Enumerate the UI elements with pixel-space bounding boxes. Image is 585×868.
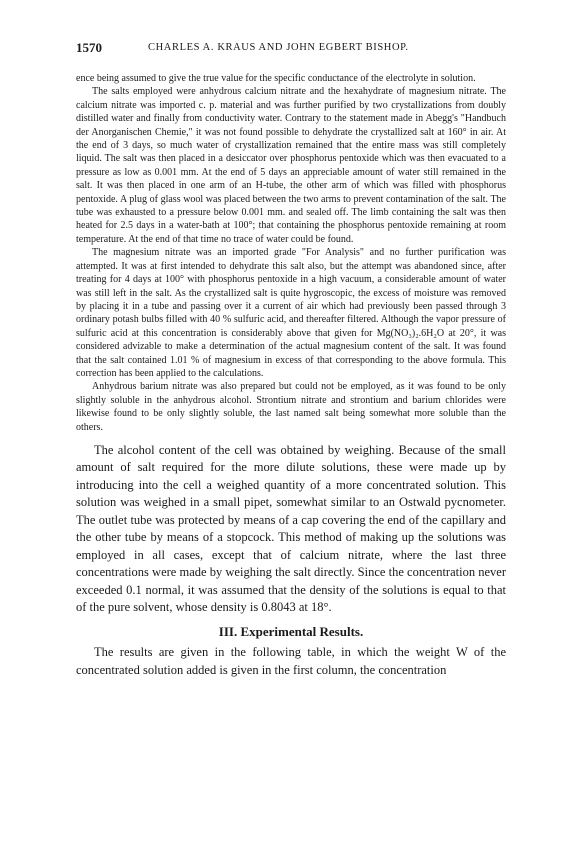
small-print-section — [76, 72, 506, 434]
running-title: CHARLES A. KRAUS AND JOHN EGBERT BISHOP. — [148, 42, 409, 53]
paragraph: The magnesium nitrate was an imported grade "For Analysis" and no further purification was attempted. It was at first intended to dehydrate this salt also, but the attempt was abandoned since, after treating for 4 days at 100° with phosphorus pentoxide in a high vacuum, a considerable amount of water was still left in the salt. As the crystallized salt is quite hygroscopic, the excess of moisture was removed by placing it in a tube and passing over it a current of air which had previously been passed through 3 ordinary potash bulbs filled with 40 % sulfuric acid, and thereafter filtered. Although the vapor pressure of sulfuric acid at this concentration is considerably above that given for Mg(NO₃)₂.6H₂O at 20°, it was considered advizable to make a determination of the actual magnesium content of the salt. It was found that the salt contained 1.01 % of magnesium in excess of that corresponding to the above formula. This correction has been applied to the calculations. — [76, 247, 506, 379]
journal-page — [76, 40, 506, 679]
paragraph: The results are given in the following table, in which the weight W of the concentrated solution added is given in the first column, the concentration — [76, 645, 506, 677]
paragraph: The alcohol content of the cell was obtained by weighing. Because of the small amount of salt required for the more dilute solutions, these were made up by introducing into the cell a weighed quantity of a more concentrated solution. This solution was weighed in a small pipet, somewhat similar to an Ostwald pycnometer. The outlet tube was protected by means of a cap covering the end of the capillary and the other tube by means of a stopcock. This method of making up the solutions was employed in all cases, except that of calcium nitrate, where the last three concentrations were made by weighing the salt directly. Since the concentration never exceeded 0.1 normal, it was assumed that the density of the solutions is equal to that of the pure solvent, whose density is 0.8043 at 18°. — [76, 442, 506, 615]
page-header — [76, 40, 506, 62]
page-number: 1570 — [76, 40, 102, 55]
paragraph: ence being assumed to give the true value for the specific conductance of the electrolyte in solution. — [76, 73, 476, 84]
section-heading: III. Experimental Results. — [218, 623, 364, 639]
paragraph: Anhydrous barium nitrate was also prepared but could not be employed, as it was found to be only slightly soluble in the anhydrous alcohol. Strontium nitrate and strontium and barium chlorides were likewise found to be only slightly soluble, the last named salt being somewhat more soluble than the others. — [76, 381, 506, 433]
body-text-section — [76, 442, 506, 680]
paragraph: The salts employed were anhydrous calcium nitrate and the hexahydrate of magnesium nitrate. The calcium nitrate was imported c. p. material and was further purified by two crystallizations from doubly distilled water and finally from conductivity water. Contrary to the statement made in Abegg's "Handbuch der Anorganischen Chemie," it was not found possible to dehydrate the crystallized salt at 160° in air. At the end of 3 days, so much water of crystallization remained that the entire mass was still completely liquid. The salt was then placed in a desiccator over phosphorus pentoxide which was then evacuated to a pressure as low as 0.001 mm. At the end of 5 days an appreciable amount of water still remained in the salt. It was then placed in one arm of an H-tube, the other arm of which was filled with phosphorus pentoxide. A plug of glass wool was placed between the two arms to prevent contamination of the salt. The tube was exhausted to a pressure below 0.001 mm. and sealed off. The limb containing the salt was then heated for 2.5 days in a water-bath at 100°; that containing the phosphorus pentoxide remaining at room temperature. At the end of that time no trace of water could be found. — [76, 86, 506, 245]
